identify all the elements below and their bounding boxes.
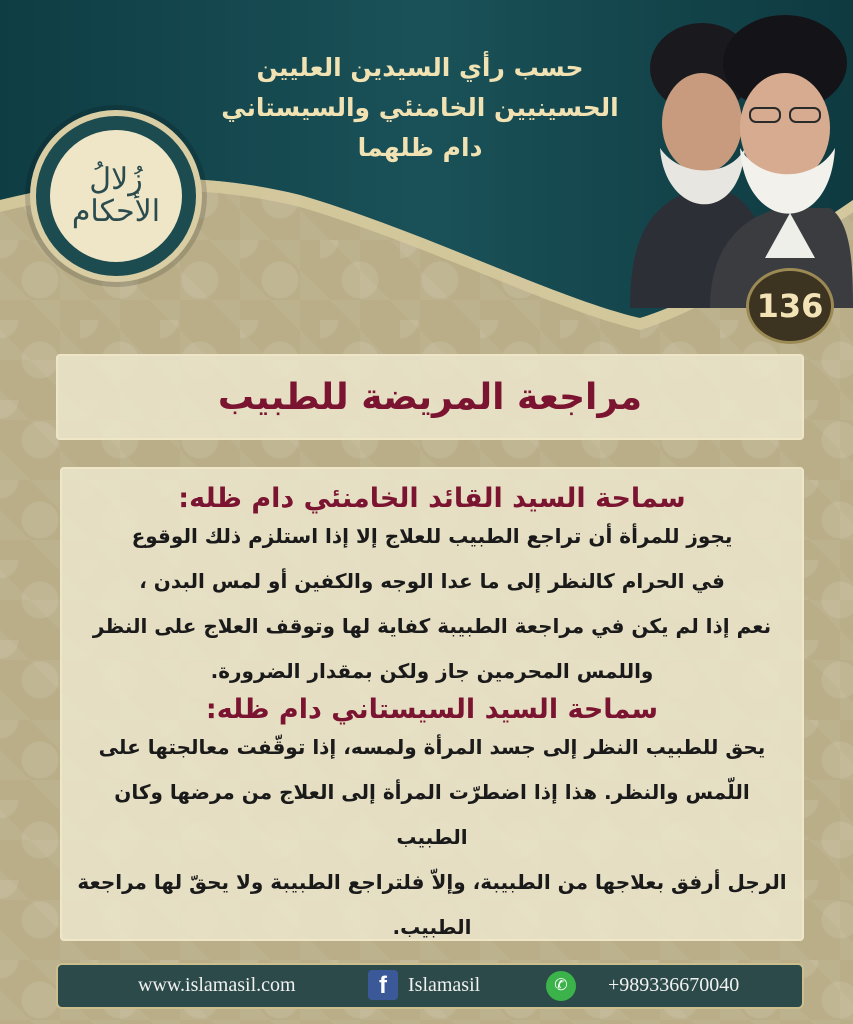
footer-bar	[56, 963, 804, 1009]
header-title	[200, 48, 640, 168]
facebook-name[interactable]: Islamasil	[408, 974, 481, 996]
section-1-line: واللمس المحرمين جاز ولكن بمقدار الضرورة.	[210, 659, 654, 683]
section-2-line: اللّمس والنظر. هذا إذا اضطرّت المرأة إلى العلاج من مرضها وكان الطبيب	[114, 780, 750, 849]
logo-inner	[50, 130, 182, 262]
facebook-icon[interactable]: f	[368, 970, 398, 1000]
section-1-line: يجوز للمرأة أن تراجع الطبيب للعلاج إلا إذا استلزم ذلك الوقوع	[131, 524, 733, 548]
phone-number: +989336670040	[608, 974, 740, 996]
logo-line-1: زُلالُ	[89, 162, 143, 197]
content-box	[60, 467, 804, 941]
title-box	[56, 354, 804, 440]
header-title-line-3: دام ظلهما	[357, 133, 483, 162]
section-2-line: يحق للطبيب النظر إلى جسد المرأة ولمسه، إذا توقّفت معالجتها على	[98, 735, 766, 759]
section-2-line: الطبيب.	[392, 915, 472, 939]
section-1-line: نعم إذا لم يكن في مراجعة الطبيبة كفاية لها وتوقف العلاج على النظر	[92, 614, 772, 638]
section-1-heading: سماحة السيد القائد الخامنئي دام ظله:	[178, 483, 686, 514]
section-2-heading: سماحة السيد السيستاني دام ظله:	[205, 694, 659, 725]
logo	[30, 110, 202, 282]
logo-line-2: الأحكام	[71, 194, 161, 229]
portraits-image	[590, 8, 853, 308]
header-title-line-1: حسب رأي السيدين العليين	[256, 53, 584, 82]
section-2-line: الرجل أرفق بعلاجها من الطبيبة، وإلاّ فلتراجع الطبيبة ولا يحقّ لها مراجعة	[77, 870, 787, 894]
page-title: مراجعة المريضة للطبيب	[217, 376, 643, 418]
whatsapp-icon[interactable]: ✆	[546, 971, 576, 1001]
header-title-line-2: الحسينيين الخامنئي والسيستاني	[221, 93, 619, 122]
website-link[interactable]: www.islamasil.com	[138, 974, 296, 996]
section-1-line: في الحرام كالنظر إلى ما عدا الوجه والكفين أو لمس البدن ،	[139, 569, 725, 593]
number-badge: 136	[746, 268, 834, 344]
